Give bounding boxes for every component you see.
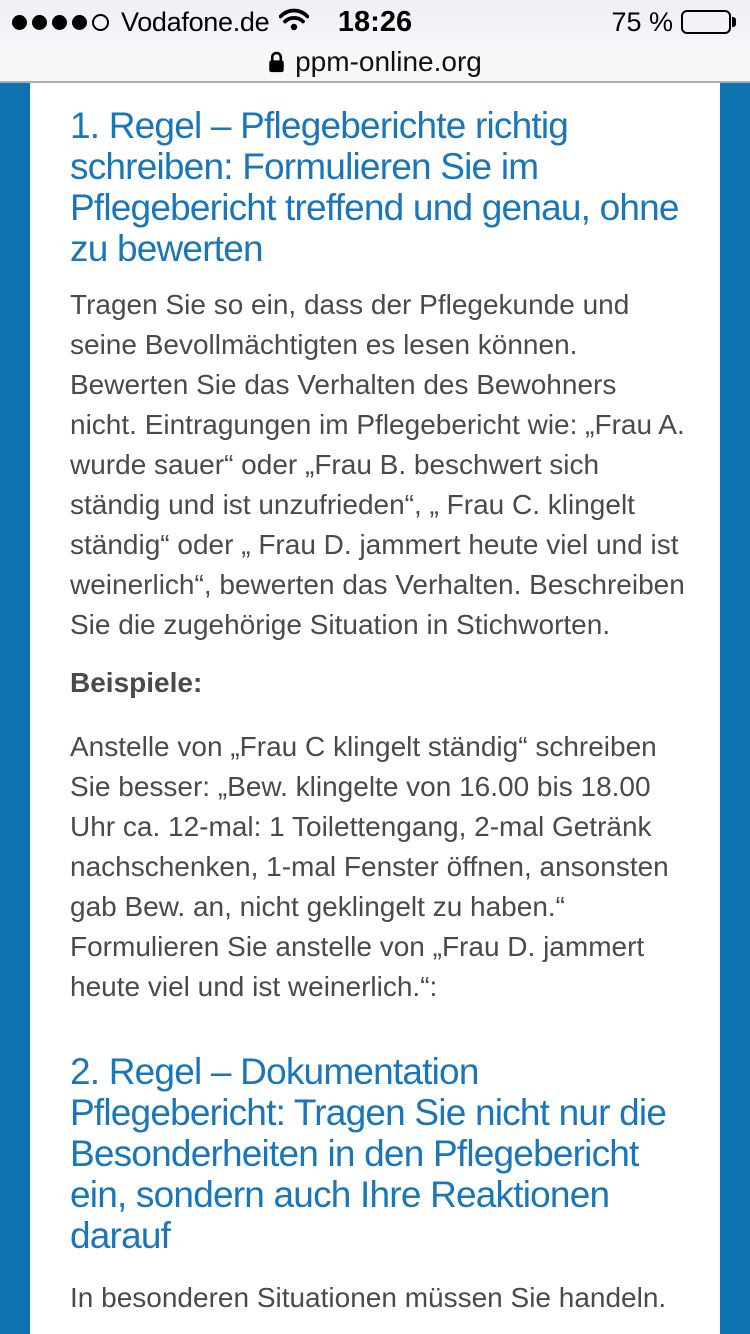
web-page: [0, 83, 750, 1334]
lock-icon: [268, 50, 285, 74]
article-content: [30, 83, 720, 1334]
status-bar: [0, 0, 750, 42]
battery-icon: [681, 10, 736, 34]
signal-dots-icon: [12, 14, 109, 31]
wifi-icon: [279, 8, 309, 36]
section-1-example-paragraph: Anstelle von „Frau C klingelt ständig“ schreiben Sie besser: „Bew. klingelte von 16.00 bis 18.00 Uhr ca. 12-mal: 1 Toilettengang, 2-mal Getränk nachschenken, 1-mal Fenster öffnen, ansonsten gab Bew. an, nicht geklingelt zu haben.“ Formulieren Sie anstelle von „Frau D. jammert heute viel und ist weinerlich.“:: [70, 731, 669, 1002]
section-2-heading: 2. Regel – Dokumentation Pflegebericht: Tragen Sie nicht nur die Besonderheiten in den Pflegebericht ein, sondern auch Ihre Reaktionen darauf: [70, 1051, 667, 1256]
section-1-heading: 1. Regel – Pflegeberichte richtig schreiben: Formulieren Sie im Pflegebericht treffend und genau, ohne zu bewerten: [70, 105, 679, 269]
beispiele-subheading: Beispiele:: [70, 667, 203, 698]
url-bar[interactable]: [0, 42, 750, 81]
section-1-paragraph: Tragen Sie so ein, dass der Pflegekunde und seine Bevollmächtigten es lesen können. Bewerten Sie das Verhalten des Bewohners nicht. Eintragungen im Pflegebericht wie: „Frau A. wurde sauer“ oder „Frau B. beschwert sich ständig und ist unzufrieden“, „ Frau C. klingelt ständig“ oder „ Frau D. jammert heute viel und ist weinerlich“, bewerten das Verhalten. Beschreiben Sie die zugehörige Situation in Stichworten.: [70, 289, 685, 640]
section-2-paragraph: In besonderen Situationen müssen Sie handeln.: [70, 1282, 667, 1313]
carrier-label: Vodafone.de: [121, 6, 270, 37]
browser-chrome: [0, 0, 750, 83]
battery-percent-label: 75 %: [611, 6, 673, 37]
clock: 18:26: [337, 5, 413, 38]
url-domain: ppm-online.org: [295, 45, 482, 77]
